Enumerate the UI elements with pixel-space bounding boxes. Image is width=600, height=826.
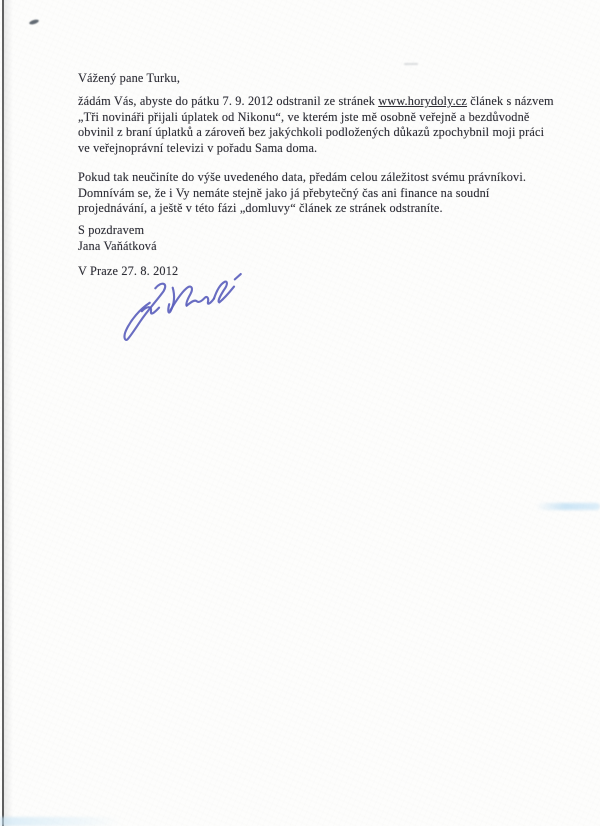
horydoly-url-text: www.horydoly.cz	[378, 94, 468, 108]
handwritten-signature	[107, 269, 247, 348]
paragraph-1-line-3: obvinil z braní úplatků a zároveň bez jakýchkoli podložených důkazů zpochybnil moji práci	[78, 125, 545, 139]
paragraph-1-line-1	[78, 94, 554, 110]
closing-block	[78, 223, 157, 254]
p1-text-after-link: článek s názvem	[467, 94, 554, 108]
closing-phrase: S pozdravem	[78, 223, 145, 237]
salutation: Vážený pane Turku,	[78, 71, 181, 85]
date-line: V Praze 27. 8. 2012	[78, 264, 179, 278]
paragraph-2-line-3: projednávání, a ještě v této fázi „domluvy“ článek ze stránek odstraníte.	[78, 201, 443, 215]
scanner-edge-shadow	[4, 0, 13, 826]
sender-name: Jana Vaňátková	[78, 238, 157, 253]
faint-scan-dash-artifact	[404, 63, 418, 65]
p1-text-before-link: žádám Vás, abyste do pátku 7. 9. 2012 odstranil ze stránek	[78, 94, 379, 108]
paragraph-1-line-4: ve veřejnoprávní televizi v pořadu Sama doma.	[78, 140, 318, 155]
paragraph-2-line-2: Domnívám se, že i Vy nemáte stejně jako já přebytečný čas ani finance na soudní	[78, 185, 490, 200]
paragraph-2	[78, 170, 526, 217]
paragraph-1	[78, 94, 554, 156]
paragraph-1-line-2: „Tři novináři přijali úplatek od Nikonu“, ve kterém jste mě osobně veřejně a bezdůvodně	[78, 109, 530, 124]
paragraph-2-line-1: Pokud tak neučiníte do výše uvedeného data, předám celou záležitost svému právníkovi.	[78, 170, 527, 184]
blue-corner-smudge-artifact	[0, 817, 120, 826]
blue-scan-streak-artifact	[536, 503, 600, 510]
ink-speck-artifact	[29, 19, 40, 26]
